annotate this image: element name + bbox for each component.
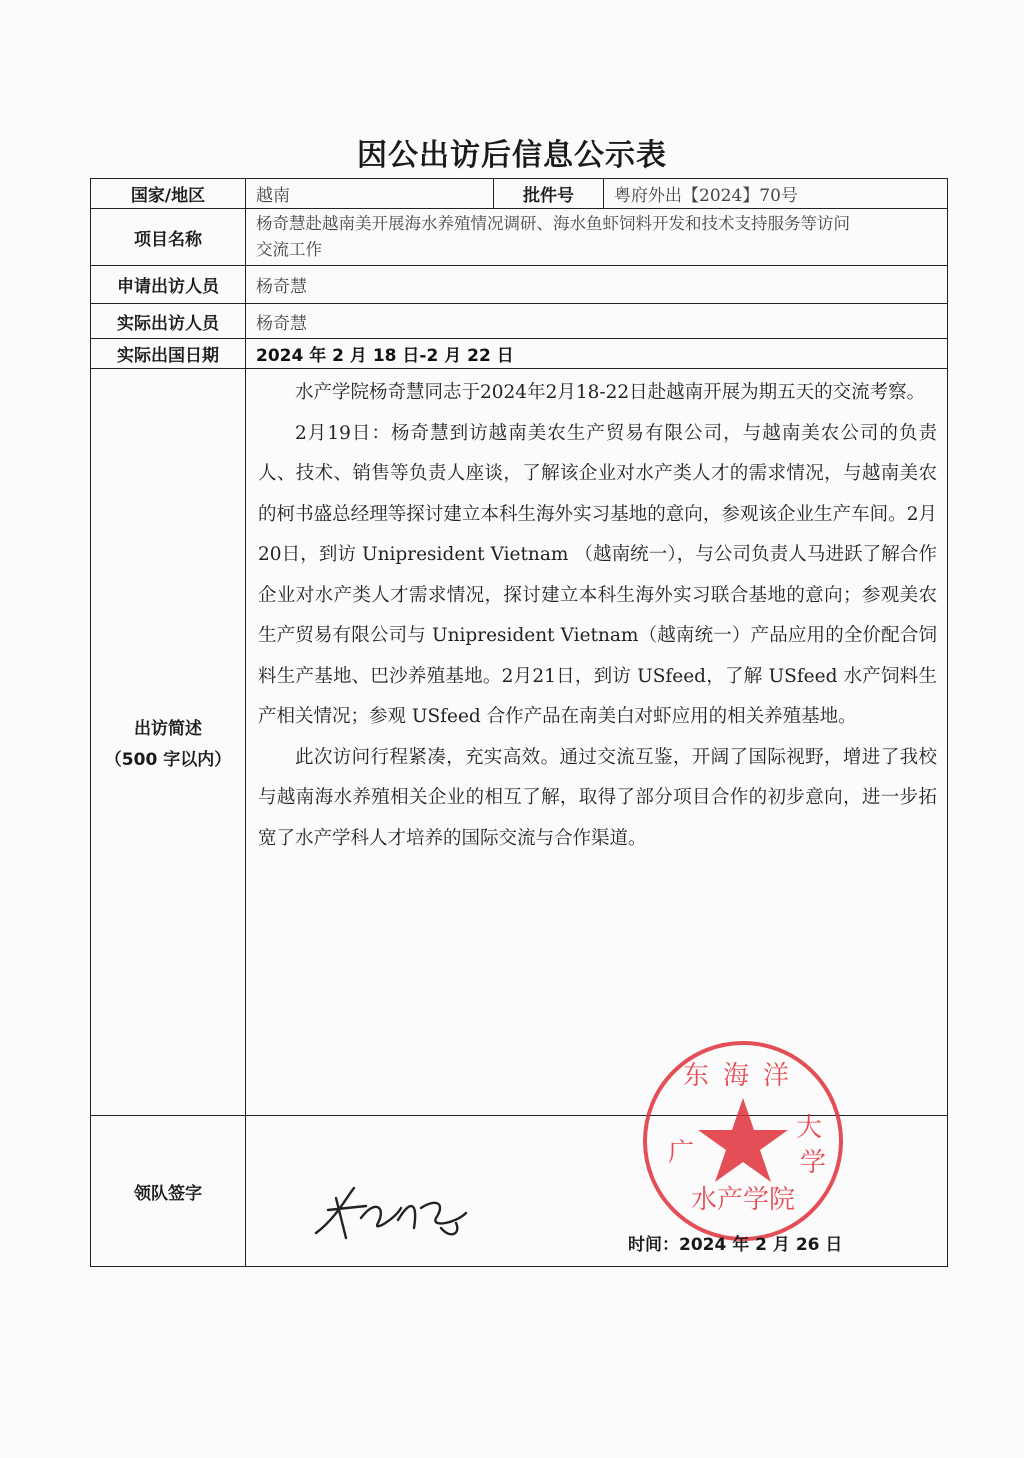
- svg-text:大: 大: [796, 1113, 823, 1143]
- project-label: 项目名称: [91, 209, 246, 266]
- svg-text:广: 广: [668, 1138, 695, 1168]
- svg-text:学: 学: [800, 1148, 827, 1178]
- info-table: [90, 178, 948, 1267]
- summary-content: [246, 369, 948, 1116]
- summary-label-cell: [91, 369, 246, 1116]
- sign-date: 时间：2024 年 2 月 26 日: [628, 1235, 843, 1255]
- applicant-value: 杨奇慧: [246, 266, 948, 304]
- country-label: 国家/地区: [91, 179, 246, 209]
- summary-sublabel: （500 字以内）: [104, 750, 232, 770]
- leader-label: 领队签字: [91, 1116, 246, 1267]
- actual-label: 实际出访人员: [91, 304, 246, 339]
- actual-value: 杨奇慧: [246, 304, 948, 339]
- country-value: 越南: [246, 179, 494, 209]
- summary-paragraph: 此次访问行程紧凑，充实高效。通过交流互鉴，开阔了国际视野，增进了我校与越南海水养殖相关企业的相互了解，取得了部分项目合作的初步意向，进一步拓宽了水产学科人才培养的国际交流与合作渠道。: [258, 746, 937, 849]
- handwritten-signature: [306, 1178, 476, 1248]
- project-value: 杨奇慧赴越南美开展海水养殖情况调研、海水鱼虾饲料开发和技术支持服务等访问交流工作: [246, 209, 948, 266]
- approval-value: 粤府外出【2024】70号: [604, 179, 948, 209]
- summary-label: 出访简述: [134, 719, 202, 739]
- svg-text:水产学院: 水产学院: [690, 1185, 796, 1215]
- official-seal: [638, 1036, 848, 1246]
- summary-paragraph: 2月19日：杨奇慧到访越南美农生产贸易有限公司，与越南美农公司的负责人、技术、销售等负责人座谈，了解该企业对水产类人才的需求情况，与越南美农的柯书盛总经理等探讨建立本科生海外实习基地的意向，参观该企业生产车间。2月20日，到访 Unipresident Vietnam （越南统一），与公司负责人马进跃了解合作企业对水产类人才需求情况，探讨建立本科生海外实习联合基地的意向；参观美农生产贸易有限公司与 Unipresident Vietnam（越南统一）产品应用的全价配合饲料生产基地、巴沙养殖基地。2月21日，到访 USfeed，了解 USfeed 水产饲料生产相关情况；参观 USfeed 合作产品在南美白对虾应用的相关养殖基地。: [258, 422, 937, 727]
- signature-cell: [246, 1061, 948, 1267]
- approval-label: 批件号: [494, 179, 604, 209]
- page-title: 因公出访后信息公示表: [357, 138, 667, 173]
- svg-text:东海洋: 东海洋: [682, 1061, 804, 1091]
- summary-paragraph: 水产学院杨奇慧同志于2024年2月18-22日赴越南开展为期五天的交流考察。: [295, 382, 926, 403]
- date-label: 实际出国日期: [91, 339, 246, 369]
- date-value: 2024 年 2 月 18 日-2 月 22 日: [246, 339, 948, 369]
- applicant-label: 申请出访人员: [91, 266, 246, 304]
